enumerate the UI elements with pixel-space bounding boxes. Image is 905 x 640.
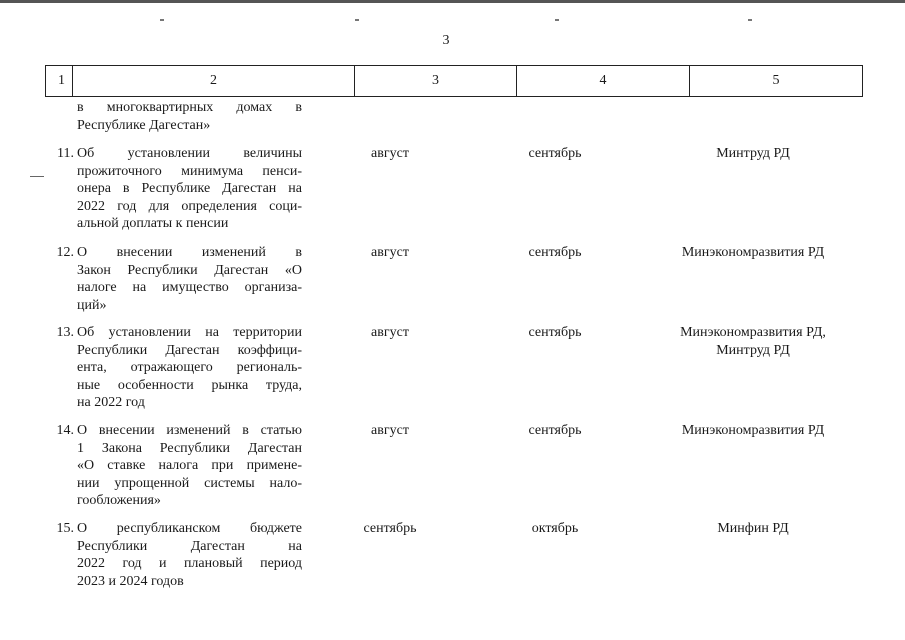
scan-speck: [160, 19, 164, 21]
start-month: август: [371, 146, 409, 161]
scan-speck: [748, 19, 752, 21]
start-month: август: [371, 245, 409, 260]
end-month: октябрь: [531, 521, 579, 536]
end-month: сентябрь: [528, 146, 582, 161]
responsible-body: Минтруд РД: [716, 146, 790, 161]
end-month: сентябрь: [528, 325, 582, 340]
document-title: О внесении изменений в Закон Республики Дагестан «О налоге на имущество организа- ций»: [77, 245, 302, 313]
document-title: Об установлении на территории Республики Дагестан коэффици- ента, отражающего региональ- ные особенности рынка труда, на 2022 год: [77, 325, 302, 411]
document-title: О внесении изменений в статью 1 Закона Республики Дагестан «О ставке налога при примене- нии упрощенной системы нало- гообложения»: [77, 423, 302, 509]
row-number: 15.: [56, 521, 74, 536]
row-number: 14.: [56, 423, 74, 438]
responsible-body: Минфин РД: [717, 521, 789, 536]
column-number-3: 3: [355, 66, 517, 96]
row-number: 13.: [56, 325, 74, 340]
column-number-4: 4: [517, 66, 690, 96]
row-number: 11.: [57, 146, 74, 161]
document-title: О республиканском бюджете Республики Дагестан на 2022 год и плановый период 2023 и 2024 годов: [77, 521, 302, 589]
scan-speck: [555, 19, 559, 21]
document-title: Об установлении величины прожиточного минимума пенси- онера в Республике Дагестан на 2022 год для определения соци- альной доплаты к пенсии: [77, 146, 302, 232]
scan-speck: [355, 19, 359, 21]
responsible-body: Минэкономразвития РД: [681, 245, 825, 260]
responsible-body: Минэкономразвития РД, Минтруд РД: [680, 325, 826, 358]
end-month: сентябрь: [528, 245, 582, 260]
responsible-body: Минэкономразвития РД: [681, 423, 825, 438]
column-number-1: 1: [46, 66, 73, 96]
column-number-5: 5: [772, 73, 780, 88]
end-month: сентябрь: [528, 423, 582, 438]
margin-mark: [30, 176, 44, 177]
start-month: август: [371, 423, 409, 438]
page-number: 3: [442, 33, 450, 48]
continuation-text: в многоквартирных домах в Республике Дагестан»: [77, 100, 302, 133]
row-number: 12.: [56, 245, 74, 260]
page-top-edge: [0, 0, 905, 3]
start-month: август: [371, 325, 409, 340]
start-month: сентябрь: [363, 521, 417, 536]
table-header-row: [45, 65, 863, 97]
column-number-2: 2: [73, 66, 355, 96]
